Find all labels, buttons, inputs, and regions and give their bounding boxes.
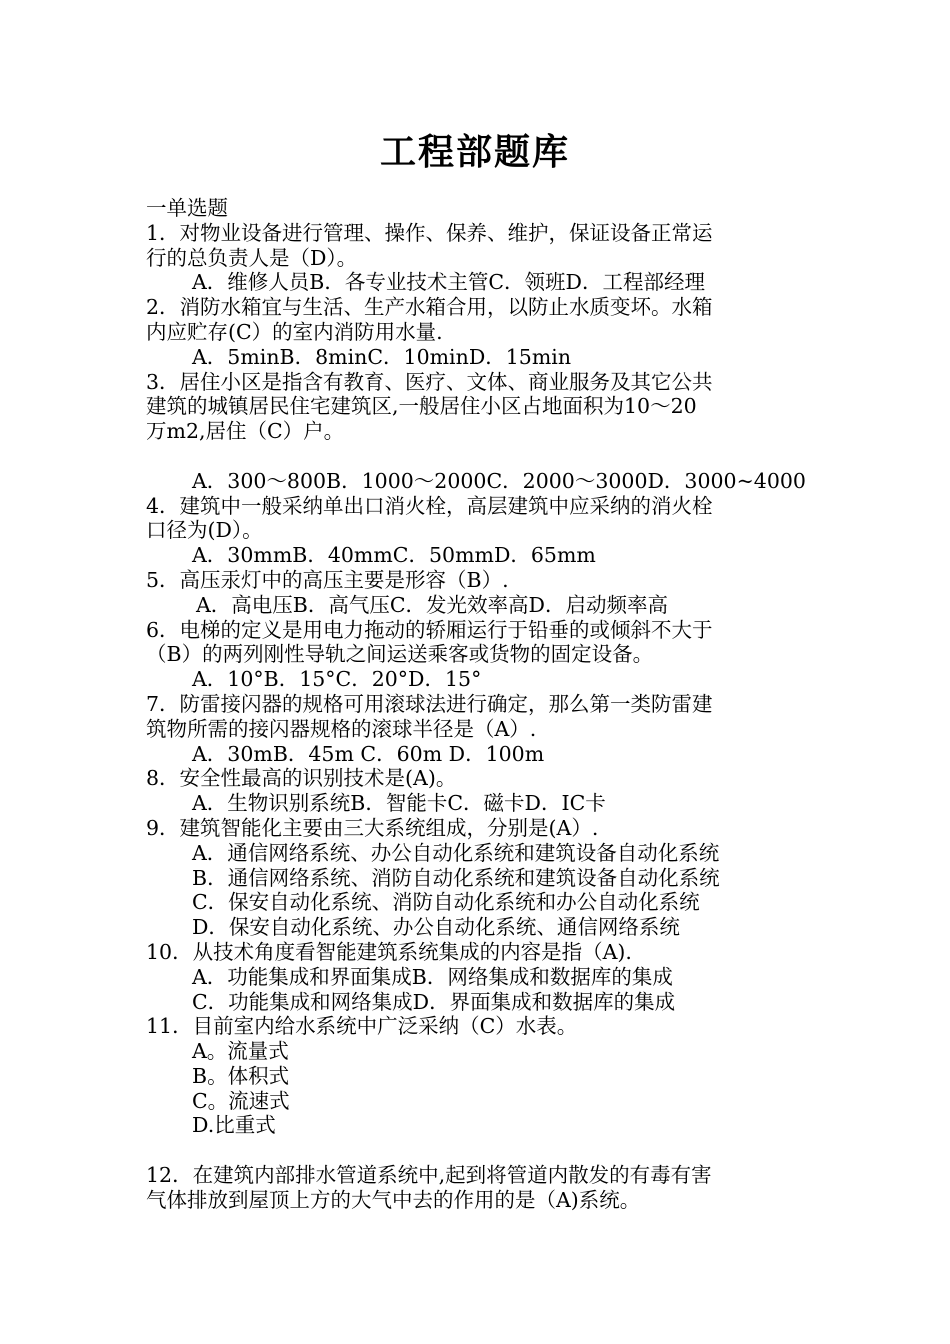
answer-options-line: D.比重式: [192, 1113, 276, 1138]
answer-options-line: A．10°B．15°C．20°D．15°: [192, 667, 482, 692]
question-line: 气体排放到屋顶上方的大气中去的作用的是（A)系统。: [146, 1187, 641, 1212]
blank-line: [146, 444, 810, 469]
answer-options-line: B．通信网络系统、消防自动化系统和建筑设备自动化系统: [192, 865, 720, 890]
question-line: 6．电梯的定义是用电力拖动的轿厢运行于铅垂的或倾斜不大于: [146, 617, 713, 642]
question-line: 12．在建筑内部排水管道系统中,起到将管道内散发的有毒有害: [146, 1163, 712, 1188]
question-line: 1．对物业设备进行管理、操作、保养、维护，保证设备正常运: [146, 220, 713, 245]
question-line: 7．防雷接闪器的规格可用滚球法进行确定，那么第一类防雷建: [146, 691, 713, 716]
blank-line: [146, 1138, 810, 1163]
question-line: 10．从技术角度看智能建筑系统集成的内容是指（A).: [146, 939, 632, 964]
page-title: 工程部题库: [379, 131, 570, 173]
question-line: 4．建筑中一般采纳单出口消火栓，高层建筑中应采纳的消火栓: [146, 493, 713, 518]
question-line: 8．安全性最高的识别技术是(A)。: [146, 766, 457, 791]
answer-options-line: A．维修人员B．各专业技术主管C．领班D．工程部经理: [192, 270, 705, 295]
question-line: 2．消防水箱宜与生活、生产水箱合用，以防止水质变坏。水箱: [146, 295, 713, 320]
section-heading: 一单选题: [146, 196, 228, 220]
answer-options-line: C．保安自动化系统、消防自动化系统和办公自动化系统: [192, 890, 700, 915]
question-list: [146, 196, 810, 1213]
answer-options-line: A．5minB．8minC．10minD．15min: [192, 344, 572, 369]
question-line: 万m2,居住（C）户。: [146, 419, 345, 444]
question-line: 3．居住小区是指含有教育、医疗、文体、商业服务及其它公共: [146, 369, 713, 394]
question-line: 建筑的城镇居民住宅建筑区,一般居住小区占地面积为10～20: [146, 394, 697, 419]
answer-options-line: A．高电压B．高气压C．发光效率高D．启动频率高: [196, 592, 668, 617]
answer-options-line: A．功能集成和界面集成B．网络集成和数据库的集成: [192, 964, 673, 989]
answer-options-line: A．生物识别系统B．智能卡C．磁卡D．IC卡: [192, 791, 606, 816]
question-line: （B）的两列刚性导轨之间运送乘客或货物的固定设备。: [146, 642, 654, 667]
question-line: 行的总负责人是（D）。: [146, 245, 358, 270]
question-line: 筑物所需的接闪器规格的滚球半径是（A）.: [146, 716, 537, 741]
answer-options-line: A。流量式: [192, 1039, 289, 1064]
question-line: 9．建筑智能化主要由三大系统组成，分别是(A）.: [146, 815, 599, 840]
answer-options-line: D．保安自动化系统、办公自动化系统、通信网络系统: [192, 915, 680, 940]
question-line: 口径为(D）。: [146, 518, 263, 543]
answer-options-line: C．功能集成和网络集成D．界面集成和数据库的集成: [192, 989, 676, 1014]
answer-options-line: A．300～800B．1000～2000C．2000～3000D．3000~4000: [192, 468, 806, 493]
answer-options-line: B。体积式: [192, 1063, 290, 1088]
answer-options-line: C。流速式: [192, 1088, 290, 1113]
question-line: 11．目前室内给水系统中广泛采纳（C）水表。: [146, 1014, 578, 1039]
question-line: 内应贮存(C）的室内消防用水量.: [146, 319, 443, 344]
answer-options-line: A．30mmB．40mmC．50mmD．65mm: [192, 543, 596, 568]
answer-options-line: A．通信网络系统、办公自动化系统和建筑设备自动化系统: [192, 840, 720, 865]
answer-options-line: A．30mB．45m C．60m D．100m: [192, 741, 545, 766]
question-line: 5．高压汞灯中的高压主要是形容（B）.: [146, 567, 509, 592]
